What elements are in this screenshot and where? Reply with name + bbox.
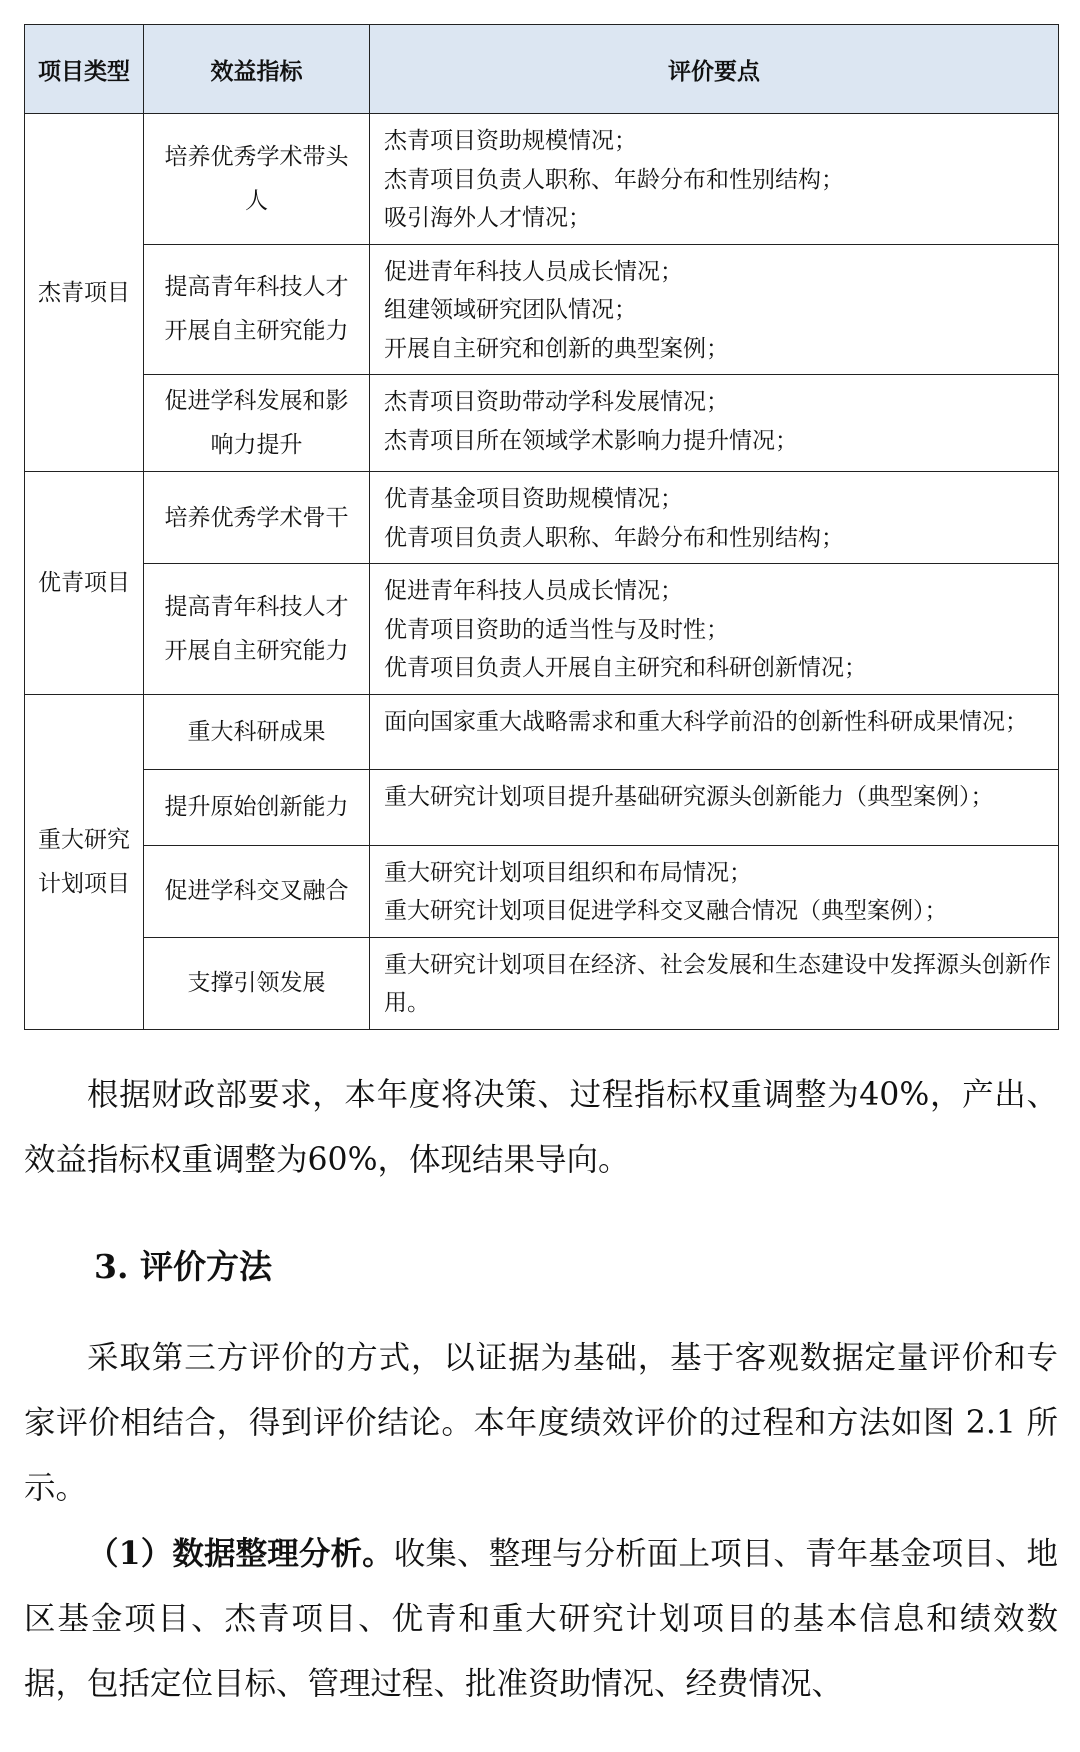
evaluation-point: 杰青项目资助规模情况； <box>384 128 637 154</box>
table-row <box>25 114 1059 245</box>
evaluation-points-cell <box>370 937 1059 1029</box>
evaluation-points-cell <box>370 472 1059 564</box>
evaluation-point: 优青基金项目资助规模情况； <box>384 486 683 512</box>
benefit-indicator-cell: 促进学科交叉融合 <box>144 845 370 937</box>
evaluation-point: 促进青年科技人员成长情况； <box>384 578 683 604</box>
evaluation-points-cell <box>370 769 1059 845</box>
benefit-indicator-cell: 提高青年科技人才开展自主研究能力 <box>144 244 370 375</box>
method-paragraph: 采取第三方评价的方式，以证据为基础，基于客观数据定量评价和专家评价相结合，得到评价结论。本年度绩效评价的过程和方法如图 2.1 所示。 <box>24 1340 1058 1506</box>
section-heading: 3. 评价方法 <box>94 1247 272 1286</box>
benefit-indicator-cell: 重大科研成果 <box>144 694 370 769</box>
benefit-indicator-cell: 培养优秀学术带头人 <box>144 114 370 245</box>
benefit-indicator-cell: 支撑引领发展 <box>144 937 370 1029</box>
evaluation-points-cell <box>370 244 1059 375</box>
benefit-indicator-cell: 培养优秀学术骨干 <box>144 472 370 564</box>
benefit-indicator-cell: 提升原始创新能力 <box>144 769 370 845</box>
data-analysis-lead: （1）数据整理分析。 <box>87 1535 394 1572</box>
evaluation-point: 杰青项目所在领域学术影响力提升情况； <box>384 427 798 454</box>
data-analysis-body: 收集、整理与分析面上项目、青年基金项目、地区基金项目、杰青项目、优青和重大研究计划项目的基本信息和绩效数据，包括定位目标、管理过程、批准资助情况、经费情况、 <box>24 1536 1058 1702</box>
table-row <box>25 375 1059 472</box>
evaluation-point: 杰青项目资助带动学科发展情况； <box>384 389 729 415</box>
table-header-row <box>25 25 1059 114</box>
project-type-cell: 重大研究计划项目 <box>25 694 144 1029</box>
table-row <box>25 694 1059 769</box>
benefit-indicator-cell: 提高青年科技人才开展自主研究能力 <box>144 564 370 695</box>
table-row <box>25 244 1059 375</box>
benefit-indicator-cell: 促进学科发展和影响力提升 <box>144 375 370 472</box>
evaluation-points-cell <box>370 694 1059 769</box>
table-row <box>25 564 1059 695</box>
evaluation-point: 重大研究计划项目组织和布局情况； <box>384 859 752 886</box>
evaluation-point: 组建领域研究团队情况； <box>384 297 637 323</box>
evaluation-point: 杰青项目负责人职称、年龄分布和性别结构； <box>384 166 844 193</box>
evaluation-point: 促进青年科技人员成长情况； <box>384 258 683 285</box>
header-evaluation-points: 评价要点 <box>370 25 1059 114</box>
evaluation-point: 优青项目负责人开展自主研究和科研创新情况； <box>384 655 867 681</box>
evaluation-criteria-table <box>24 24 1059 1030</box>
table-row <box>25 845 1059 937</box>
evaluation-points-cell <box>370 114 1059 245</box>
header-benefit-indicator: 效益指标 <box>144 25 370 114</box>
data-analysis-paragraph <box>24 1521 1058 1717</box>
table-row <box>25 937 1059 1029</box>
evaluation-points-cell <box>370 375 1059 472</box>
project-type-cell: 杰青项目 <box>25 114 144 472</box>
evaluation-points-cell <box>370 845 1059 937</box>
evaluation-point: 优青项目负责人职称、年龄分布和性别结构； <box>384 524 844 551</box>
evaluation-point: 优青项目资助的适当性与及时性； <box>384 616 729 643</box>
evaluation-point: 重大研究计划项目提升基础研究源头创新能力（典型案例）； <box>384 783 994 810</box>
evaluation-point: 重大研究计划项目促进学科交叉融合情况（典型案例）； <box>384 898 948 924</box>
evaluation-point: 重大研究计划项目在经济、社会发展和生态建设中发挥源头创新作用。 <box>384 951 1051 1016</box>
evaluation-point: 开展自主研究和创新的典型案例； <box>384 335 729 362</box>
evaluation-point: 吸引海外人才情况； <box>384 205 591 231</box>
evaluation-point: 面向国家重大战略需求和重大科学前沿的创新性科研成果情况； <box>384 708 1028 735</box>
evaluation-points-cell <box>370 564 1059 695</box>
table-row <box>25 472 1059 564</box>
weight-adjustment-paragraph: 根据财政部要求，本年度将决策、过程指标权重调整为40%，产出、效益指标权重调整为60%，体现结果导向。 <box>24 1077 1058 1178</box>
header-project-type: 项目类型 <box>25 25 144 114</box>
project-type-cell: 优青项目 <box>25 472 144 695</box>
table-row <box>25 769 1059 845</box>
